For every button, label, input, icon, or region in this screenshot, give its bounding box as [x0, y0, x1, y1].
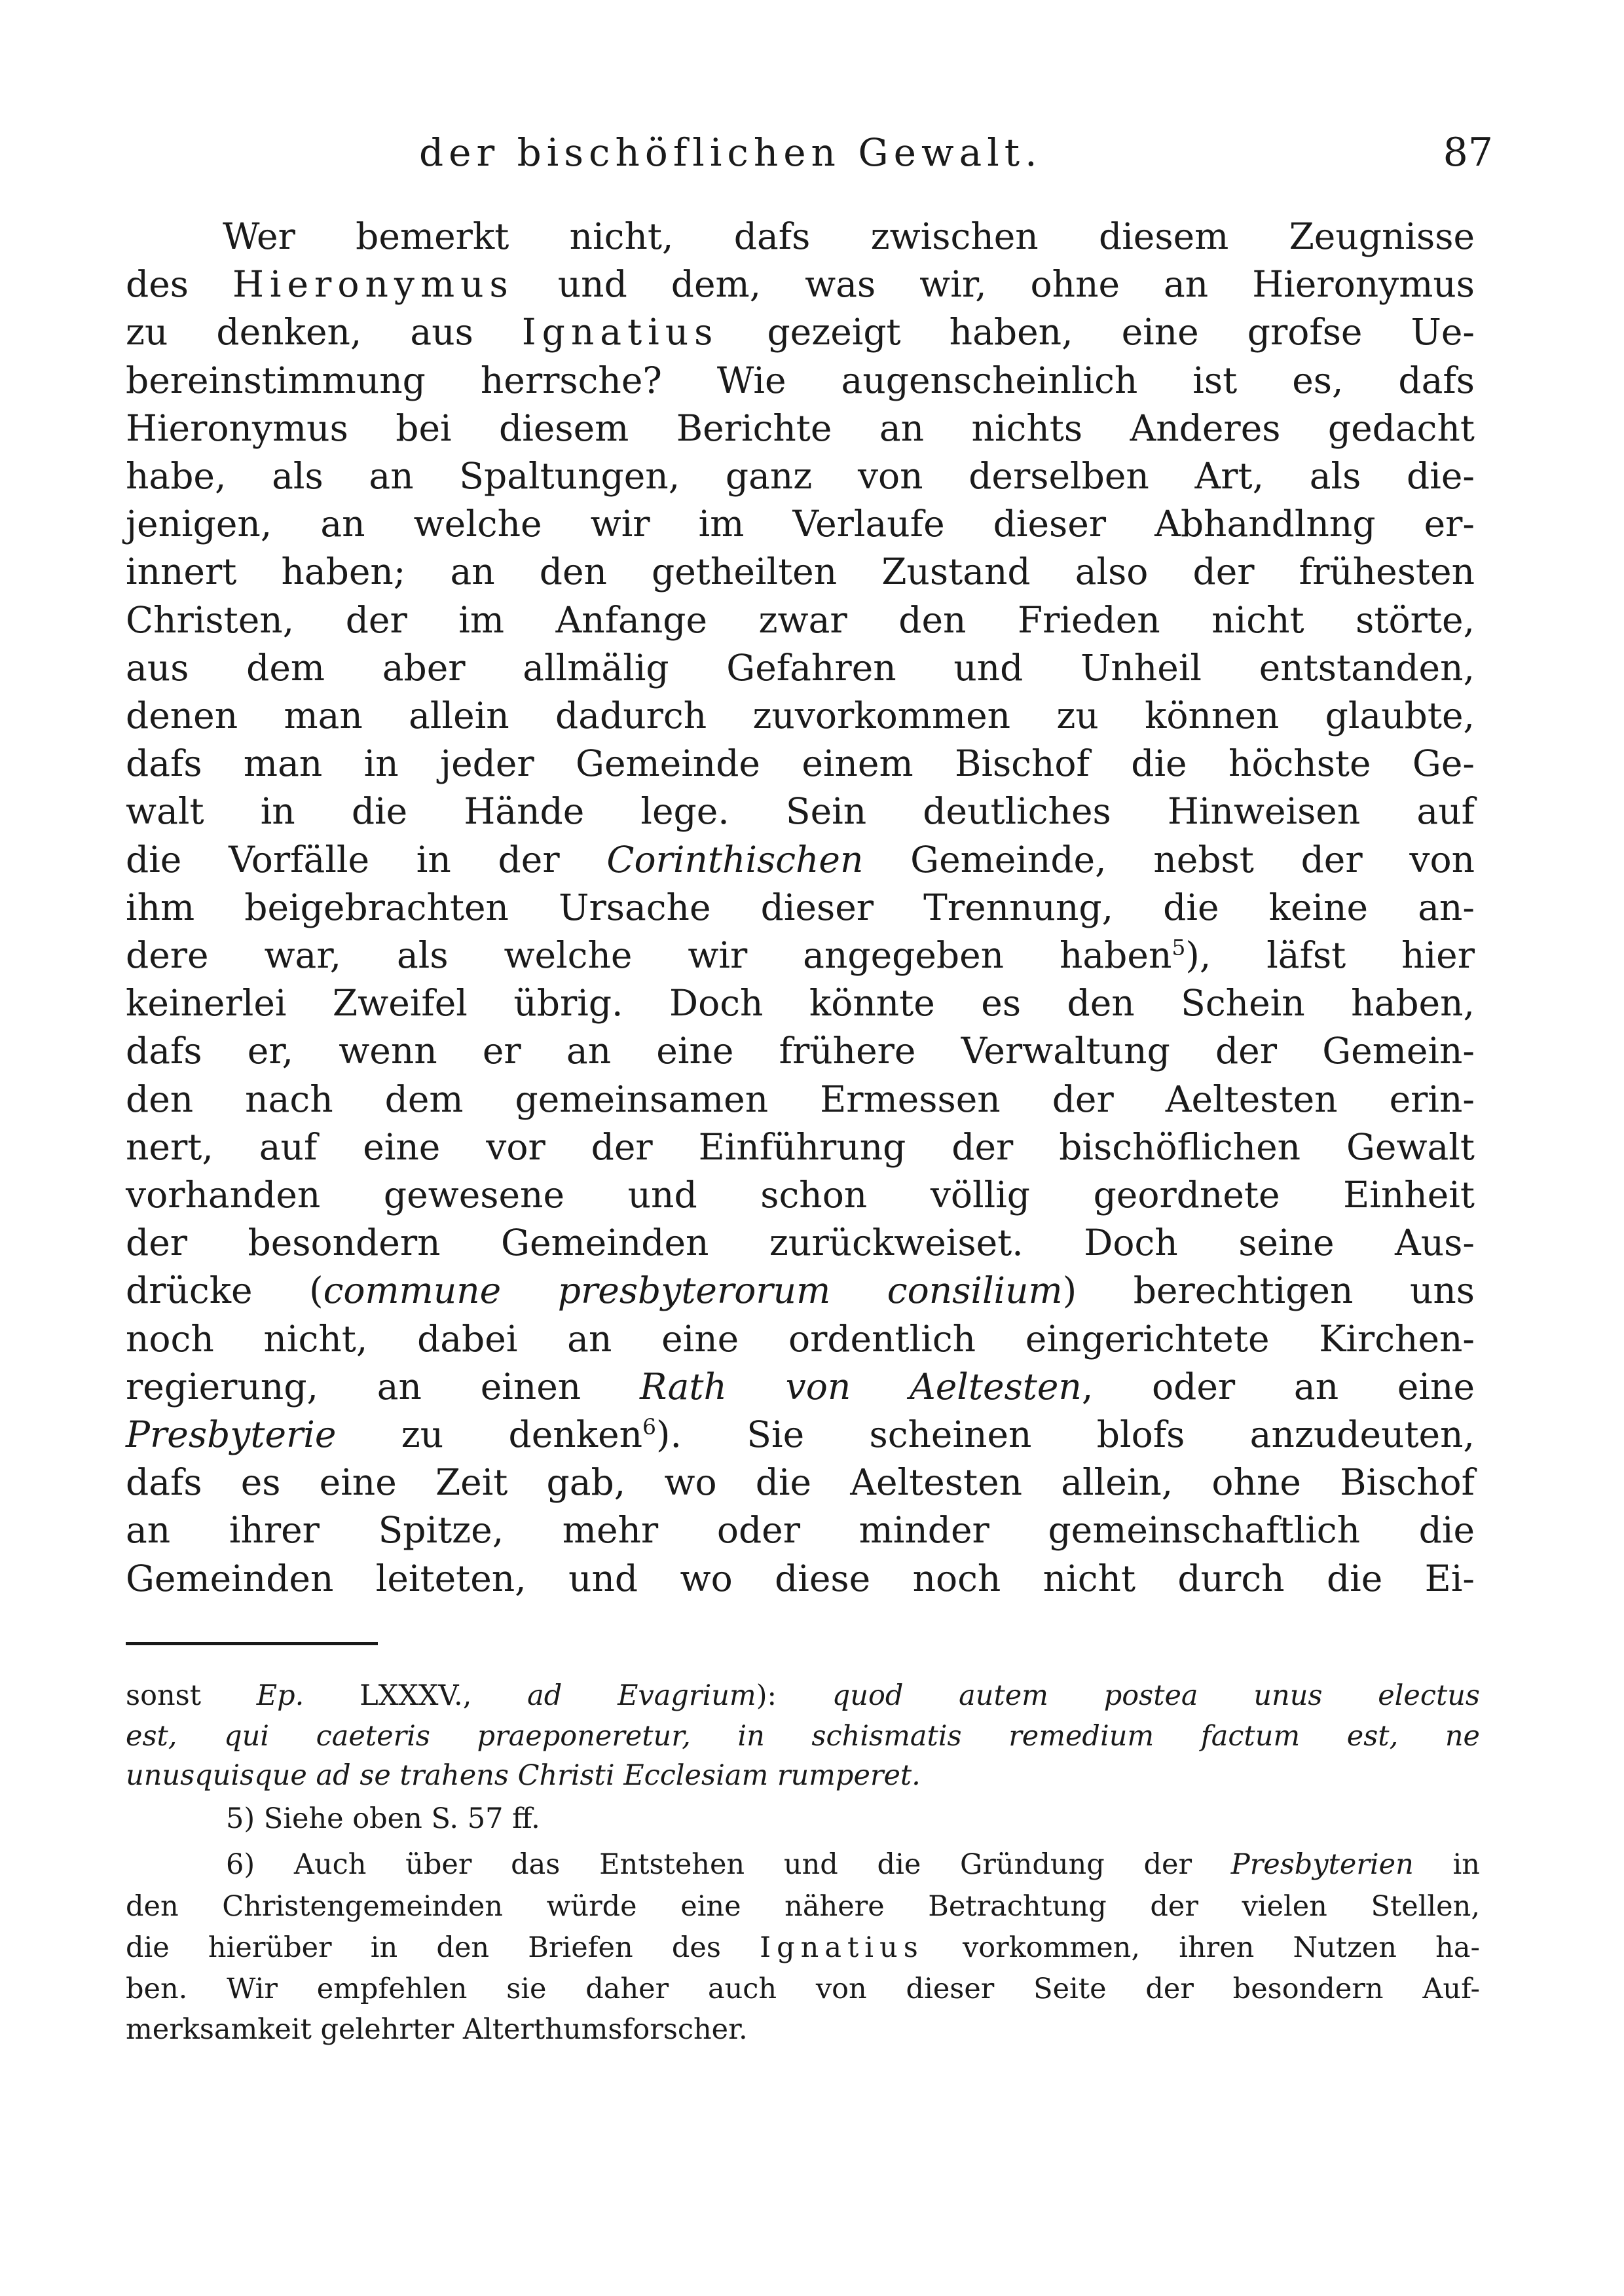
- text-segment: Ep.: [256, 1679, 304, 1712]
- text-line: [126, 1363, 1475, 1410]
- text-line: [126, 1267, 1475, 1314]
- text-segment: 5) Siehe oben S. 57 ff.: [226, 1802, 540, 1835]
- text-segment: aus dem aber allmälig Gefahren und Unheil entstanden,: [126, 646, 1475, 689]
- text-line: [126, 1315, 1475, 1362]
- text-segment: vorhanden gewesene und schon völlig geordnete Einheit: [126, 1174, 1475, 1216]
- page-number: 87: [1443, 130, 1493, 175]
- text-segment: Ignatius: [760, 1931, 924, 1964]
- text-segment: dafs man in jeder Gemeinde einem Bischof die höchste Ge-: [126, 742, 1475, 785]
- text-segment: die Vorfälle in der: [126, 838, 607, 881]
- text-segment: Wer bemerkt nicht, dafs zwischen diesem Zeugnisse: [223, 215, 1475, 257]
- text-segment: Gemeinden leiteten, und wo diese noch nicht durch die Ei-: [126, 1557, 1475, 1599]
- footnote-reference: 6: [642, 1413, 657, 1440]
- footnote-line: [126, 1756, 1480, 1795]
- text-segment: nert, auf eine vor der Einführung der bischöflichen Gewalt: [126, 1125, 1475, 1168]
- text-line: [126, 979, 1475, 1027]
- text-segment: innert haben; an den getheilten Zustand also der frühesten: [126, 551, 1475, 593]
- text-segment: Presbyterien: [1230, 1848, 1414, 1881]
- text-segment: drücke (: [126, 1269, 323, 1312]
- footnote-reference: 5: [1172, 934, 1186, 960]
- text-line: [126, 1076, 1475, 1123]
- text-line: [126, 932, 1475, 979]
- text-segment: Gemeinde, nebst der von: [863, 838, 1475, 881]
- text-segment: ben. Wir empfehlen sie daher auch von dieser Seite der besondern Auf-: [126, 1973, 1480, 2005]
- text-line: [126, 884, 1475, 931]
- footnote-line: [126, 2010, 1480, 2049]
- footnote-line: [126, 1676, 1480, 1715]
- text-segment: commune presbyterorum consilium: [323, 1269, 1063, 1312]
- text-segment: ad Evagrium: [527, 1679, 756, 1712]
- running-title: der bischöflichen Gewalt.: [419, 130, 1043, 175]
- text-segment: ):: [756, 1679, 832, 1712]
- text-segment: und dem, was wir, ohne an Hieronymus: [513, 263, 1475, 306]
- text-segment: ) berechtigen uns: [1062, 1269, 1475, 1312]
- text-line: [126, 452, 1475, 500]
- text-segment: an ihrer Spitze, mehr oder minder gemeinschaftlich die: [126, 1509, 1475, 1552]
- text-segment: , oder an eine: [1081, 1365, 1475, 1408]
- text-segment: 6) Auch über das Entstehen und die Gründung der: [226, 1848, 1231, 1881]
- footnote-line: [226, 1799, 1480, 1838]
- text-segment: Ignatius: [521, 311, 719, 354]
- text-line: [126, 1555, 1475, 1602]
- text-line: [126, 1459, 1475, 1506]
- text-line: [126, 261, 1475, 308]
- text-line: [126, 644, 1475, 691]
- text-line: [223, 213, 1475, 260]
- text-segment: dafs er, wenn er an eine frühere Verwaltung der Gemein-: [126, 1030, 1475, 1072]
- text-line: [126, 1171, 1475, 1218]
- text-segment: regierung, an einen: [126, 1365, 640, 1408]
- text-line: [126, 357, 1475, 404]
- text-segment: est, qui caeteris praeponeretur, in schismatis remedium factum est, ne: [126, 1720, 1480, 1753]
- text-segment: ). Sie scheinen blofs anzudeuten,: [656, 1413, 1475, 1455]
- text-segment: walt in die Hände lege. Sein deutliches Hinweisen auf: [126, 790, 1475, 833]
- text-segment: jenigen, an welche wir im Verlaufe dieser Abhandlnng er-: [126, 503, 1475, 545]
- text-line: [126, 836, 1475, 883]
- text-segment: Presbyterie: [126, 1413, 337, 1455]
- text-segment: keinerlei Zweifel übrig. Doch könnte es den Schein haben,: [126, 982, 1475, 1025]
- text-segment: denen man allein dadurch zuvorkommen zu können glaubte,: [126, 695, 1475, 737]
- text-line: [126, 548, 1475, 595]
- footnote-line: [126, 1717, 1480, 1756]
- text-segment: gezeigt haben, eine grofse Ue-: [718, 311, 1475, 354]
- text-line: [126, 500, 1475, 547]
- text-line: [126, 1506, 1475, 1554]
- text-segment: in: [1413, 1848, 1480, 1881]
- text-segment: zu denken: [336, 1413, 643, 1455]
- text-segment: den Christengemeinden würde eine nähere Betrachtung der vielen Stellen,: [126, 1890, 1480, 1923]
- text-segment: habe, als an Spaltungen, ganz von derselben Art, als die-: [126, 455, 1475, 497]
- text-line: [126, 1411, 1475, 1458]
- text-segment: bereinstimmung herrsche? Wie augenscheinlich ist es, dafs: [126, 359, 1475, 401]
- footnote-line: [126, 1887, 1480, 1926]
- text-segment: ihm beigebrachten Ursache dieser Trennung, die keine an-: [126, 886, 1475, 928]
- text-line: [126, 596, 1475, 644]
- footnote-line: [226, 1845, 1480, 1884]
- text-segment: unusquisque ad se trahens Christi Ecclesiam rumperet.: [126, 1759, 921, 1792]
- text-segment: ), läfst hier: [1185, 934, 1475, 976]
- text-segment: noch nicht, dabei an eine ordentlich eingerichtete Kirchen-: [126, 1317, 1475, 1360]
- text-segment: der besondern Gemeinden zurückweiset. Doch seine Aus-: [126, 1222, 1475, 1264]
- text-segment: LXXXV.,: [304, 1679, 528, 1712]
- text-line: [126, 692, 1475, 739]
- text-segment: Hieronymus bei diesem Berichte an nichts Anderes gedacht: [126, 407, 1475, 449]
- text-segment: den nach dem gemeinsamen Ermessen der Aeltesten erin-: [126, 1078, 1475, 1120]
- text-segment: zu denken, aus: [126, 311, 522, 354]
- text-line: [126, 1027, 1475, 1074]
- text-segment: dafs es eine Zeit gab, wo die Aeltesten allein, ohne Bischof: [126, 1461, 1475, 1504]
- text-segment: Rath von Aeltesten: [639, 1365, 1082, 1408]
- text-segment: sonst: [126, 1679, 257, 1712]
- text-segment: Christen, der im Anfange zwar den Frieden nicht störte,: [126, 598, 1475, 641]
- text-line: [126, 1219, 1475, 1266]
- text-line: [126, 740, 1475, 787]
- footnote-line: [126, 1969, 1480, 2009]
- text-line: [126, 308, 1475, 355]
- text-segment: dere war, als welche wir angegeben haben: [126, 934, 1172, 976]
- footnote-separator: [126, 1642, 378, 1645]
- footnote-line: [126, 1928, 1480, 1967]
- text-segment: merksamkeit gelehrter Alterthumsforscher.: [126, 2013, 748, 2046]
- text-line: [126, 405, 1475, 452]
- text-line: [126, 788, 1475, 835]
- text-segment: die hierüber in den Briefen des: [126, 1931, 760, 1964]
- text-segment: vorkommen, ihren Nutzen ha-: [923, 1931, 1480, 1964]
- text-segment: des: [126, 263, 232, 306]
- text-segment: Hieronymus: [232, 263, 514, 306]
- text-segment: quod autem postea unus electus: [832, 1679, 1481, 1712]
- text-segment: Corinthischen: [606, 838, 864, 881]
- running-head: [419, 123, 1493, 182]
- text-line: [126, 1123, 1475, 1171]
